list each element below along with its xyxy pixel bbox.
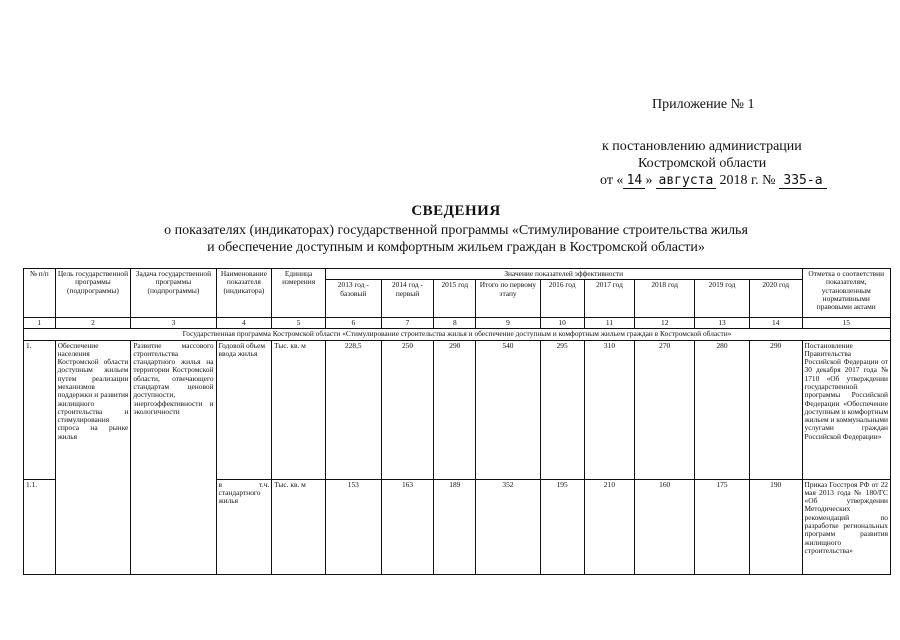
row-value: 189 [434,479,476,574]
header-goal: Цель государственной программы (подпрограммы) [55,269,131,318]
header-values-group: Значение показателей эффективности [325,269,802,280]
row-unit: Тыс. кв. м [272,479,326,574]
header-year: 2017 год [584,280,635,318]
date-year: 2018 г. № [719,173,776,188]
row-value: 290 [749,340,802,479]
header-num: № п/п [24,269,56,318]
row-value: 175 [695,479,750,574]
date-mid: » [645,173,653,188]
header-mark: Отметка о соответствии показателям, установленным нормативными правовыми актами [802,269,890,318]
appendix-title: Приложение № 1 [652,97,755,112]
row-value: 195 [540,479,584,574]
appendix-line-1: к постановлению администрации [602,139,802,154]
col-number: 15 [802,318,890,329]
program-row [24,329,891,340]
col-number: 12 [635,318,695,329]
header-year: 2013 год - базовый [325,280,381,318]
row-value: 153 [325,479,381,574]
appendix-date-line [600,173,827,189]
row-value: 250 [381,340,434,479]
col-number: 8 [434,318,476,329]
header-indicator: Наименование показателя (индикатора) [216,269,272,318]
col-number: 9 [476,318,540,329]
row-value: 163 [381,479,434,574]
row-value: 290 [434,340,476,479]
indicators-table [23,268,891,575]
column-number-row [24,318,891,329]
row-value: 160 [635,479,695,574]
document-subtitle-1: о показателях (индикаторах) государственной программы «Стимулирование строительства жилья [164,223,748,238]
row-value: 540 [476,340,540,479]
date-month: августа [656,174,716,189]
row-num: 1. [24,340,56,479]
col-number: 10 [540,318,584,329]
header-year: 2014 год - первый [381,280,434,318]
row-value: 310 [584,340,635,479]
header-year: 2016 год [540,280,584,318]
col-number: 2 [55,318,131,329]
row-mark: Постановление Правительства Российской Федерации от 30 декабря 2017 года № 1710 «Об утверждении государственной программы Российской Федерации «Обеспечение доступным и комфортным жильем и коммунальными услугами граждан Российской Федерации» [802,340,890,479]
row-value: 210 [584,479,635,574]
appendix-line-2: Костромской области [638,156,767,171]
header-year: 2015 год [434,280,476,318]
document-title: СВЕДЕНИЯ [411,203,501,219]
document-subtitle-2: и обеспечение доступным и комфортным жильем граждан в Костромской области» [207,240,705,255]
row-value: 280 [695,340,750,479]
row-unit: Тыс. кв. м [272,340,326,479]
col-number: 5 [272,318,326,329]
header-task: Задача государственной программы (подпрограммы) [131,269,216,318]
row-indicator: Годовой объем ввода жилья [216,340,272,479]
col-number: 3 [131,318,216,329]
row-mark: Приказ Госстроя РФ от 22 мая 2013 года № 180/ГС «Об утверждении Методических рекомендаций по разработке региональных программ развития жилищного строительства» [802,479,890,574]
col-number: 4 [216,318,272,329]
col-number: 14 [749,318,802,329]
row-task: Развитие массового строительства стандартного жилья на территории Костромской области, отвечающего стандартам ценовой доступности, энергоэффективности и экологичности [131,340,216,574]
row-indicator: в т.ч. стандартного жилья [216,479,272,574]
date-day: 14 [623,174,645,189]
row-value: 228,5 [325,340,381,479]
row-value: 190 [749,479,802,574]
row-goal: Обеспечение населения Костромской области доступным жильем путем реализации механизмов поддержки и развития жилищного строительства и стимулирования спроса на рынке жилья [55,340,131,574]
row-value: 295 [540,340,584,479]
date-prefix: от « [600,173,624,188]
col-number: 1 [24,318,56,329]
col-number: 11 [584,318,635,329]
program-name: Государственная программа Костромской области «Стимулирование строительства жилья и обеспечение доступным и комфортным жильем граждан в Костромской области» [24,329,891,340]
row-value: 270 [635,340,695,479]
col-number: 13 [695,318,750,329]
header-unit: Единица измерения [272,269,326,318]
header-year: Итого по первому этапу [476,280,540,318]
decree-number: 335-а [779,174,827,189]
col-number: 6 [325,318,381,329]
header-year: 2020 год [749,280,802,318]
row-num: 1.1. [24,479,56,574]
table-row [24,340,891,479]
header-year: 2019 год [695,280,750,318]
col-number: 7 [381,318,434,329]
row-value: 352 [476,479,540,574]
header-year: 2018 год [635,280,695,318]
